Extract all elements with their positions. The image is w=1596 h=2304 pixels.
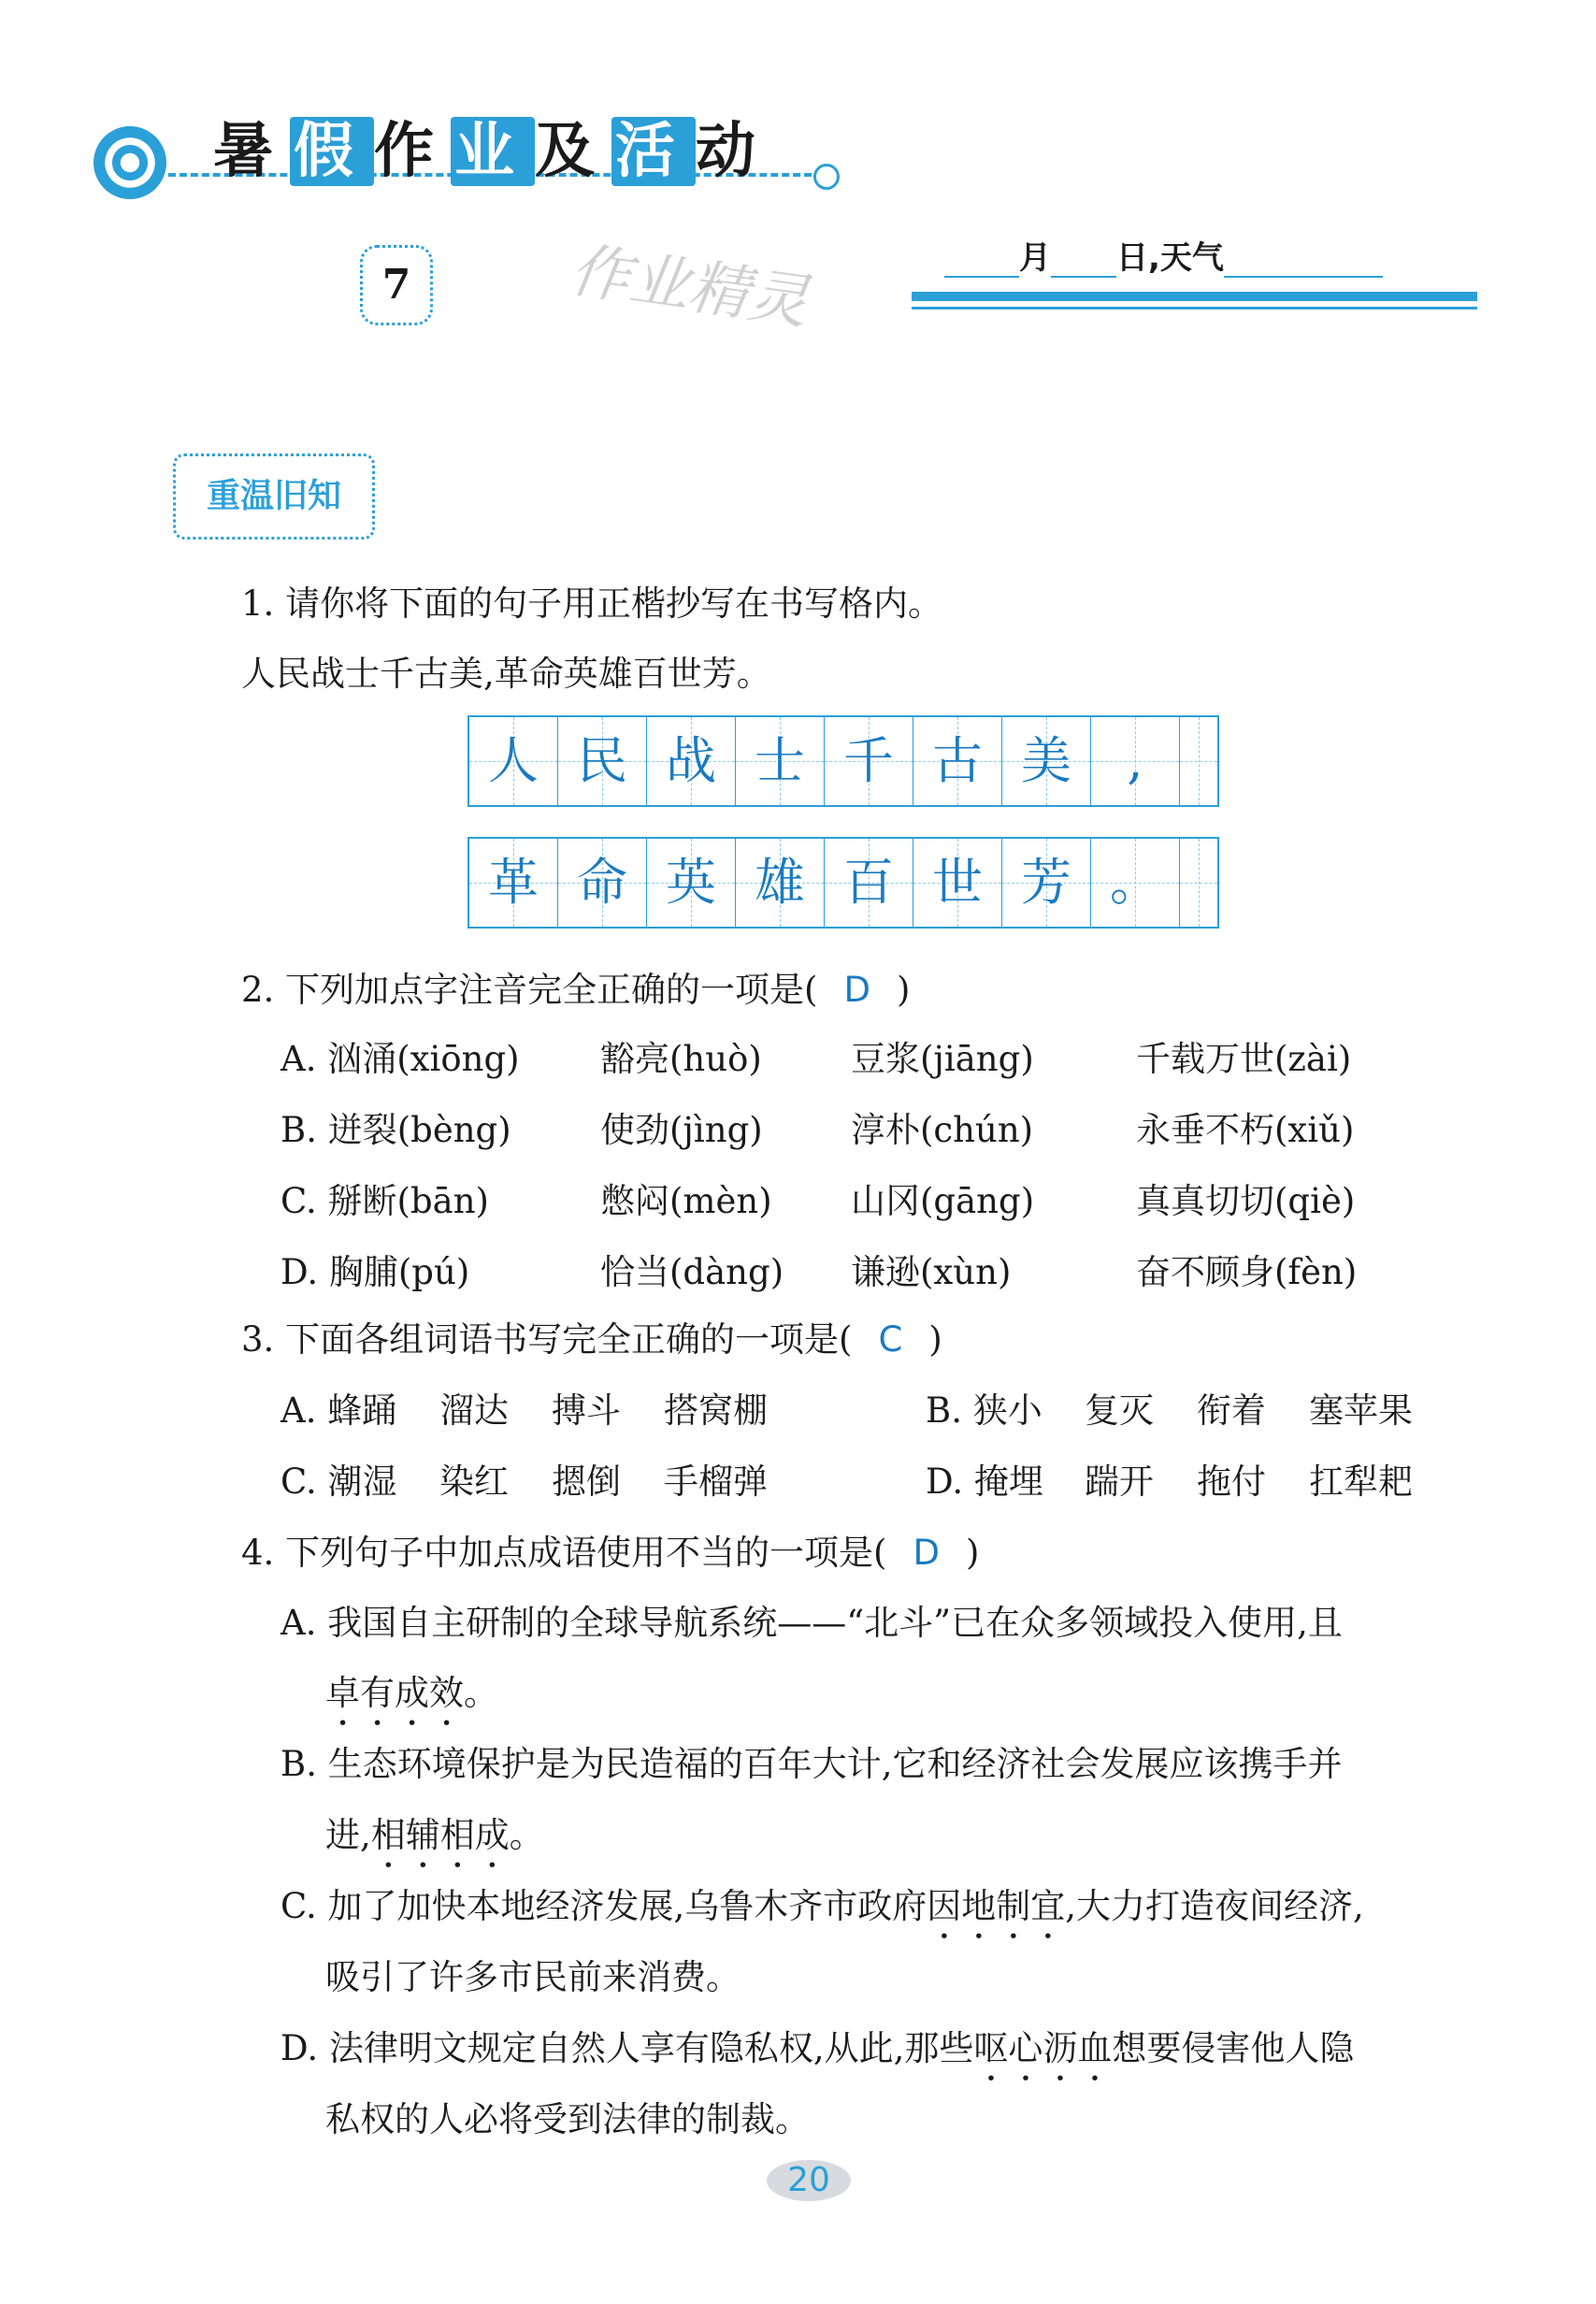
grid-cell: 英 bbox=[647, 839, 736, 927]
grid-cell: , bbox=[1091, 717, 1180, 805]
q2-option: C. 掰断(bān) bbox=[280, 1181, 489, 1221]
grid-cell: 。 bbox=[1091, 839, 1180, 927]
page-header-title bbox=[213, 103, 772, 189]
grid-cell: 古 bbox=[913, 717, 1002, 805]
page-number: 20 bbox=[767, 2160, 851, 2201]
dotted-idiom: 呕心沥血 bbox=[973, 2028, 1113, 2068]
q4-option-b-line1: B. 生态环境保护是为民造福的百年大计,它和经济社会发展应该携手并 bbox=[280, 1744, 1343, 1784]
month-label: 月 bbox=[1019, 239, 1051, 277]
day-number: 7 bbox=[360, 245, 433, 325]
title-char: 假 bbox=[290, 117, 374, 186]
grid-cell bbox=[1180, 717, 1217, 805]
q4-option-d-line1: D. 法律明文规定自然人享有隐私权,从此,那些呕心沥血想要侵害他人隐 bbox=[280, 2028, 1355, 2068]
q2-option: A. 汹涌(xiōng) bbox=[280, 1039, 520, 1079]
q3-option: 染红 bbox=[439, 1462, 509, 1502]
q2-option: 山冈(gāng) bbox=[851, 1181, 1035, 1221]
q2-prompt: 2. 下列加点字注音完全正确的一项是( D ) bbox=[241, 970, 911, 1010]
q3-option: A. 蜂踊 bbox=[280, 1390, 397, 1431]
q3-answer: C bbox=[878, 1319, 903, 1360]
q4-option-c-line1: C. 加了加快本地经济发展,乌鲁木齐市政府因地制宜,大力打造夜间经济, bbox=[280, 1886, 1364, 1926]
q3-option: 摁倒 bbox=[552, 1462, 621, 1502]
q2-option: 豁亮(huò) bbox=[600, 1039, 762, 1079]
q3-option: 溜达 bbox=[439, 1390, 509, 1431]
grid-cell bbox=[1180, 839, 1217, 927]
q2-option: 谦逊(xùn) bbox=[851, 1252, 1012, 1292]
title-char: 及 bbox=[535, 117, 611, 186]
q1-prompt: 1. 请你将下面的句子用正楷抄写在书写格内。 bbox=[241, 583, 943, 624]
q4-answer: D bbox=[913, 1533, 940, 1573]
section-title: 重温旧知 bbox=[173, 454, 375, 540]
q3-option: 拖付 bbox=[1197, 1462, 1266, 1502]
q3-option: 衔着 bbox=[1197, 1390, 1266, 1431]
q3-option: 复灭 bbox=[1085, 1390, 1154, 1431]
grid-cell: 革 bbox=[469, 839, 558, 927]
q3-option: 扛犁耙 bbox=[1309, 1462, 1413, 1502]
grid-cell: 人 bbox=[469, 717, 558, 805]
q2-option: 永垂不朽(xiǔ) bbox=[1136, 1110, 1355, 1150]
q2-option: D. 胸脯(pú) bbox=[280, 1252, 470, 1292]
q2-option: 豆浆(jiāng) bbox=[851, 1039, 1034, 1079]
grid-cell: 战 bbox=[647, 717, 736, 805]
grid-cell: 美 bbox=[1002, 717, 1091, 805]
title-char: 活 bbox=[611, 117, 696, 186]
grid-cell: 士 bbox=[736, 717, 825, 805]
title-char: 暑 bbox=[213, 117, 290, 186]
q2-option: 奋不顾身(fèn) bbox=[1136, 1252, 1358, 1292]
day-weather-label: 日,天气 bbox=[1116, 239, 1224, 277]
dotted-idiom: 因地制宜 bbox=[927, 1886, 1066, 1926]
q3-option: B. 狭小 bbox=[926, 1390, 1042, 1431]
q2-answer: D bbox=[843, 970, 870, 1010]
q2-option: 恰当(dàng) bbox=[600, 1252, 784, 1292]
q2-option: 憋闷(mèn) bbox=[600, 1181, 772, 1221]
grid-cell: 民 bbox=[558, 717, 647, 805]
header-line-end-icon bbox=[813, 164, 840, 190]
grid-cell: 雄 bbox=[736, 839, 825, 927]
writing-grid-row-2 bbox=[467, 837, 1219, 929]
header-bar-thin bbox=[912, 307, 1477, 310]
q3-prompt: 3. 下面各组词语书写完全正确的一项是( C ) bbox=[241, 1319, 942, 1360]
grid-cell: 世 bbox=[913, 839, 1002, 927]
grid-cell: 千 bbox=[825, 717, 913, 805]
q4-option-d-line2: 私权的人必将受到法律的制裁。 bbox=[325, 2099, 810, 2139]
grid-cell: 百 bbox=[825, 839, 913, 927]
q3-option: 塞苹果 bbox=[1309, 1390, 1413, 1431]
q4-option-b-line2: 进,相辅相成。 bbox=[325, 1815, 544, 1855]
q3-option: 搭窝棚 bbox=[664, 1390, 768, 1431]
q4-option-c-line2: 吸引了许多市民前来消费。 bbox=[325, 1957, 740, 1997]
q1-sentence: 人民战士千古美,革命英雄百世芳。 bbox=[241, 654, 771, 694]
q3-option: 手榴弹 bbox=[664, 1462, 768, 1502]
q4-prompt: 4. 下列句子中加点成语使用不当的一项是( D ) bbox=[241, 1533, 980, 1573]
watermark: 作业精灵 bbox=[566, 236, 813, 338]
q2-option: 淳朴(chún) bbox=[851, 1110, 1034, 1150]
header-ring-icon bbox=[93, 126, 166, 199]
grid-cell: 命 bbox=[558, 839, 647, 927]
writing-grid-row-1 bbox=[467, 715, 1219, 807]
dotted-idiom: 相辅相成 bbox=[370, 1815, 510, 1855]
q2-option: 真真切切(qiè) bbox=[1136, 1181, 1356, 1221]
q4-option-a-line1: A. 我国自主研制的全球导航系统——“北斗”已在众多领域投入使用,且 bbox=[280, 1603, 1343, 1643]
q2-option: 千载万世(zài) bbox=[1136, 1039, 1352, 1079]
q3-option: D. 掩埋 bbox=[926, 1462, 1043, 1502]
q3-option: 踹开 bbox=[1085, 1462, 1154, 1502]
q3-option: 搏斗 bbox=[552, 1390, 621, 1431]
title-char: 动 bbox=[696, 117, 772, 186]
q2-option: B. 迸裂(bèng) bbox=[280, 1110, 511, 1150]
q2-option: 使劲(jìng) bbox=[600, 1110, 763, 1150]
q3-option: C. 潮湿 bbox=[280, 1462, 397, 1502]
header-bar bbox=[912, 292, 1477, 301]
grid-cell: 芳 bbox=[1002, 839, 1091, 927]
date-weather-line bbox=[944, 232, 1431, 278]
dotted-idiom: 卓有成效 bbox=[325, 1673, 464, 1713]
q4-option-a-line2: 卓有成效。 bbox=[325, 1673, 498, 1713]
title-char: 业 bbox=[451, 117, 535, 186]
title-char: 作 bbox=[374, 117, 451, 186]
